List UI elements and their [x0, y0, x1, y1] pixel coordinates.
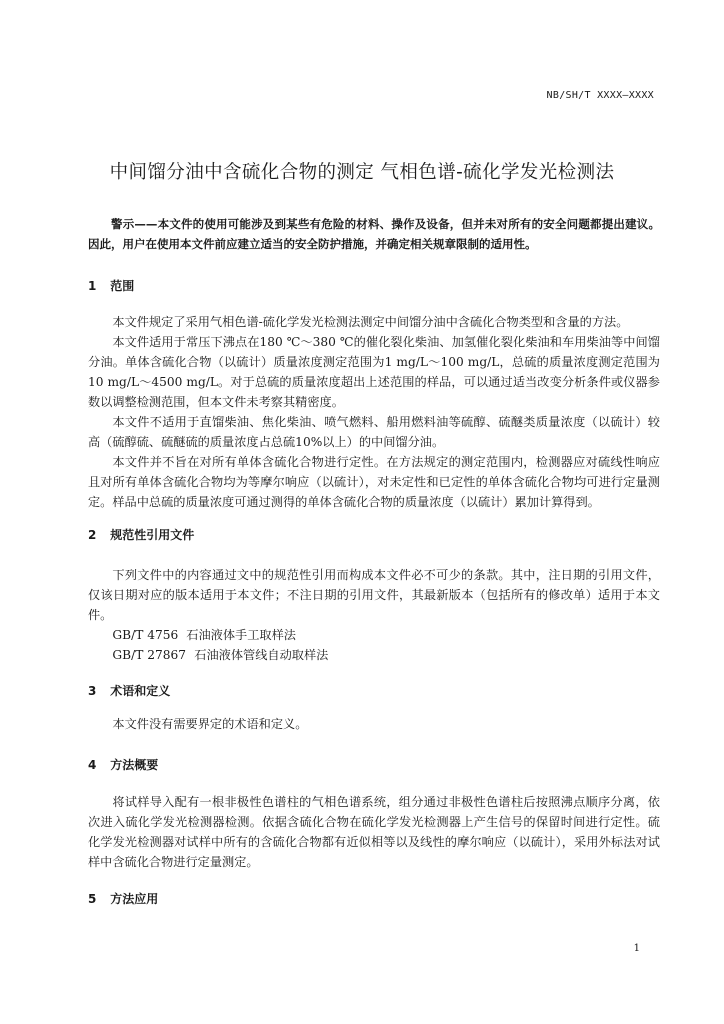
section-number: 3 — [88, 684, 97, 698]
section-title: 规范性引用文件 — [110, 528, 195, 542]
section-number: 1 — [88, 279, 97, 293]
paragraph: 本文件没有需要界定的术语和定义。 — [112, 717, 308, 731]
paragraph: 本文件并不旨在对所有单体含硫化合物进行定性。在方法规定的测定范围内，检测器应对硫线性响应且对所有单体含硫化合物均为等摩尔响应（以硫计），对未定性和已定性的单体含硫化合物均可进行定量测定。样品中总硫的质量浓度可通过测得的单体含硫化合物的质量浓度（以硫计）累加计算得到。 — [88, 455, 660, 509]
section-3-heading — [88, 682, 170, 699]
paragraph: 本文件不适用于直馏柴油、焦化柴油、喷气燃料、船用燃料油等硫醇、硫醚类质量浓度（以硫计）较高（硫醇硫、硫醚硫的质量浓度占总硫10%以上）的中间馏分油。 — [88, 415, 660, 449]
warning-text: 警示——本文件的使用可能涉及到某些有危险的材料、操作及设备，但并未对所有的安全问题都提出建议。因此，用户在使用本文件前应建立适当的安全防护措施，并确定相关规章限制的适用性。 — [88, 217, 660, 251]
paragraph: 本文件适用于常压下沸点在180 ℃～380 ℃的催化裂化柴油、加氢催化裂化柴油和车用柴油等中间馏分油。单体含硫化合物（以硫计）质量浓度测定范围为1 mg/L～100 mg/L，总硫的质量浓度测定范围为10 mg/L～4500 mg/L。对于总硫的质量浓度超出上述范围的样品，可以通过适当改变分析条件或仪器参数以调整检测范围，但本文件未考察其精密度。 — [88, 335, 660, 409]
section-1-heading — [88, 277, 134, 294]
document-title: 中间馏分油中含硫化合物的测定 气相色谱-硫化学发光检测法 — [109, 162, 615, 183]
section-5-heading — [88, 890, 158, 907]
section-4-body — [88, 792, 660, 872]
section-title: 方法应用 — [110, 892, 159, 906]
reference-item — [88, 625, 660, 645]
section-3-body — [88, 714, 660, 734]
standard-code: NB/SH/T XXXX—XXXX — [546, 90, 654, 101]
section-title: 范围 — [110, 279, 135, 293]
section-2-heading — [88, 526, 194, 543]
reference-name: 石油液体手工取样法 — [186, 628, 296, 642]
section-2-body — [88, 565, 660, 665]
paragraph: 下列文件中的内容通过文中的规范性引用而构成本文件必不可少的条款。其中，注日期的引用文件，仅该日期对应的版本适用于本文件；不注日期的引用文件，其最新版本（包括所有的修改单）适用于本文件。 — [88, 568, 660, 622]
reference-name: 石油液体管线自动取样法 — [194, 648, 329, 662]
reference-item — [88, 645, 660, 665]
paragraph: 将试样导入配有一根非极性色谱柱的气相色谱系统，组分通过非极性色谱柱后按照沸点顺序分离，依次进入硫化学发光检测器检测。依据含硫化合物在硫化学发光检测器上产生信号的保留时间进行定性。硫化学发光检测器对试样中所有的含硫化合物都有近似相等以及线性的摩尔响应（以硫计），采用外标法对试样中含硫化合物进行定量测定。 — [88, 795, 660, 869]
reference-code: GB/T 4756 — [112, 628, 179, 642]
section-title: 术语和定义 — [110, 684, 171, 698]
section-number: 4 — [88, 758, 97, 772]
section-4-heading — [88, 756, 158, 773]
warning-block — [88, 214, 660, 254]
reference-code: GB/T 27867 — [112, 648, 186, 662]
section-number: 2 — [88, 528, 97, 542]
section-number: 5 — [88, 892, 97, 906]
section-1-body — [88, 312, 660, 512]
section-title: 方法概要 — [110, 758, 159, 772]
paragraph: 本文件规定了采用气相色谱-硫化学发光检测法测定中间馏分油中含硫化合物类型和含量的方法。 — [112, 315, 629, 329]
page-number: 1 — [633, 943, 640, 954]
